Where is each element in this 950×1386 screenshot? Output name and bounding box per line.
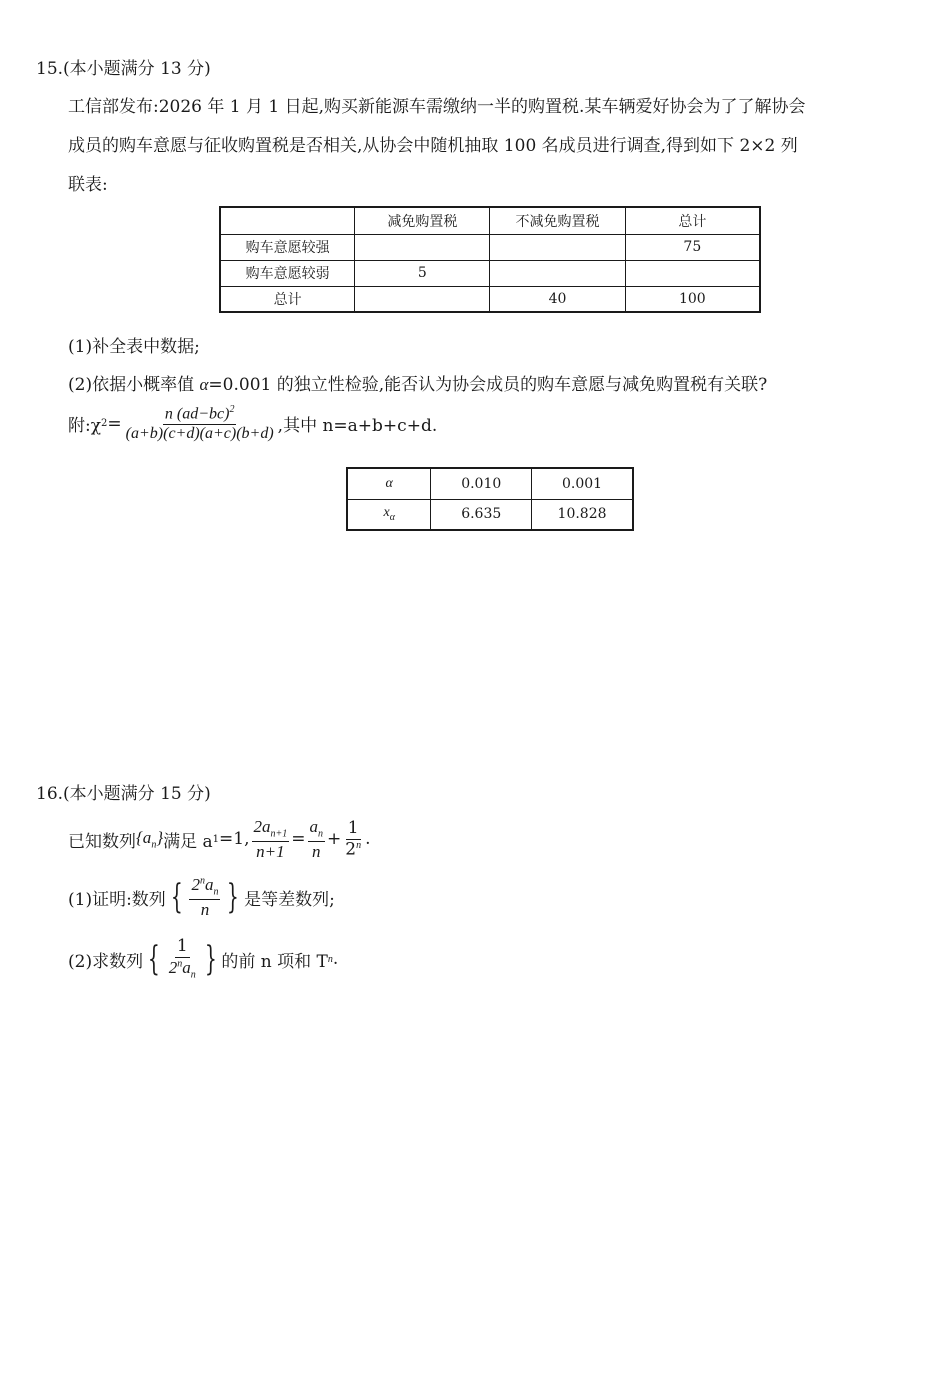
table-cell: α bbox=[347, 468, 431, 499]
table-row bbox=[347, 468, 633, 499]
table-cell: 100 bbox=[625, 286, 760, 312]
left-brace: { bbox=[170, 877, 183, 918]
table-cell: 总计 bbox=[220, 286, 355, 312]
table-cell: 0.001 bbox=[532, 468, 633, 499]
part1-den: n bbox=[200, 899, 210, 919]
right-brace: } bbox=[227, 877, 240, 918]
table-cell: 40 bbox=[490, 286, 625, 312]
part2-end: . bbox=[332, 949, 339, 970]
fraction-num bbox=[308, 818, 326, 842]
q15-header: 15.(本小题满分 13 分) bbox=[36, 59, 211, 79]
q15-intro-line3: 联表: bbox=[68, 175, 108, 195]
frac3-num: 1 bbox=[347, 817, 359, 838]
part1-num: 2 bbox=[191, 875, 200, 894]
table-cell: 不减免购置税 bbox=[490, 207, 625, 234]
q15-intro-line2: 成员的购车意愿与征收购置税是否相关,从协会中随机抽取 100 名成员进行调查,得到如下 2×2 列 bbox=[68, 136, 798, 156]
fraction-1-2n bbox=[343, 817, 363, 860]
formula-prefix: 附:χ bbox=[68, 416, 102, 437]
table-cell: 总计 bbox=[625, 207, 760, 234]
frac2-num-sub: n bbox=[318, 828, 324, 840]
frac1-num-sub: n+1 bbox=[270, 828, 288, 840]
fraction-num bbox=[252, 818, 290, 842]
frac2-num: a bbox=[309, 817, 319, 836]
alpha-symbol: α bbox=[199, 375, 209, 394]
part2-den: 2 bbox=[168, 957, 178, 977]
q16-given-text-a: 已知数列 bbox=[68, 831, 136, 852]
frac3-den: 2 bbox=[345, 839, 357, 860]
q16-given-text-b: 满足 a bbox=[163, 831, 213, 852]
table-cell bbox=[490, 260, 625, 286]
formula-numerator-sup: 2 bbox=[229, 404, 235, 415]
table-cell: 6.635 bbox=[431, 499, 532, 530]
seq-an bbox=[136, 828, 163, 850]
part1-num-b: a bbox=[204, 875, 214, 894]
q15-part2-text-a: (2)依据小概率值 bbox=[68, 375, 200, 395]
q16-part1-text-b: 是等差数列; bbox=[244, 889, 335, 910]
table-cell bbox=[490, 234, 625, 260]
part1-num-sub: n bbox=[213, 886, 219, 898]
q16-part1-text-a: (1)证明:数列 bbox=[68, 889, 166, 910]
x-label-sub: α bbox=[389, 512, 395, 524]
fraction-2nan-n bbox=[189, 876, 220, 919]
frac3-den-sup: n bbox=[356, 839, 362, 851]
contingency-table bbox=[219, 206, 761, 313]
chi-square-formula bbox=[68, 405, 437, 443]
table-cell bbox=[625, 260, 760, 286]
q16-given bbox=[68, 818, 371, 861]
table-cell: 减免购置税 bbox=[355, 207, 490, 234]
table-cell: 0.010 bbox=[431, 468, 532, 499]
q15-part1: (1)补全表中数据; bbox=[68, 337, 200, 357]
critical-value-table bbox=[346, 467, 634, 531]
q16-part2 bbox=[68, 938, 338, 981]
part2-den-sup: n bbox=[177, 958, 183, 970]
q15-part2-text-b: =0.001 的独立性检验,能否认为协会成员的购车意愿与减免购置税有关联? bbox=[208, 375, 768, 395]
formula-denominator: (a+b)(c+d)(a+c)(b+d) bbox=[125, 425, 274, 443]
table-cell: 75 bbox=[625, 234, 760, 260]
formula-equals: = bbox=[107, 413, 122, 434]
right-brace: } bbox=[204, 939, 217, 980]
table-cell: 购车意愿较弱 bbox=[220, 260, 355, 286]
q16-part2-text-b: 的前 n 项和 T bbox=[221, 951, 328, 972]
formula-suffix: ,其中 n=a+b+c+d. bbox=[277, 416, 438, 437]
part2-den-sub: n bbox=[190, 969, 196, 981]
x-label: x bbox=[383, 505, 390, 521]
plus-sign: + bbox=[327, 829, 342, 850]
q16-part2-text-a: (2)求数列 bbox=[68, 951, 144, 972]
q15-part2 bbox=[68, 370, 767, 395]
seq-an-text: {a bbox=[136, 828, 152, 848]
seq-an-sub: n bbox=[151, 839, 157, 851]
formula-numerator bbox=[163, 405, 237, 425]
table-cell bbox=[355, 234, 490, 260]
part2-den-b: a bbox=[182, 957, 191, 977]
table-row bbox=[220, 260, 760, 286]
formula-sup: 2 bbox=[101, 418, 108, 430]
period: . bbox=[365, 829, 371, 850]
part2-sub: n bbox=[327, 953, 333, 965]
formula-numerator-text: n (ad−bc) bbox=[164, 405, 230, 423]
q16-part1 bbox=[68, 876, 335, 919]
frac1-num: 2a bbox=[253, 817, 271, 836]
seq-an-end: } bbox=[156, 828, 164, 848]
table-row bbox=[347, 499, 633, 530]
q15-intro-line1: 工信部发布:2026 年 1 月 1 日起,购买新能源车需缴纳一半的购置税.某车辆爱好协会为了了解协会 bbox=[68, 97, 806, 117]
frac1-den: n+1 bbox=[256, 841, 285, 861]
fraction-num bbox=[189, 876, 220, 900]
formula-fraction bbox=[124, 405, 276, 443]
fraction-den bbox=[167, 958, 198, 981]
table-row bbox=[220, 286, 760, 312]
left-brace: { bbox=[147, 939, 160, 980]
table-cell bbox=[347, 499, 431, 530]
table-cell: 5 bbox=[355, 260, 490, 286]
table-cell: 购车意愿较强 bbox=[220, 234, 355, 260]
part1-num-sup: n bbox=[199, 875, 205, 887]
q16-header: 16.(本小题满分 15 分) bbox=[36, 784, 211, 804]
fraction-an-n bbox=[308, 818, 326, 861]
q16-given-text-c: =1, bbox=[219, 829, 250, 850]
table-row bbox=[220, 207, 760, 234]
table-row bbox=[220, 234, 760, 260]
a1-sub: 1 bbox=[212, 833, 220, 845]
table-cell: 10.828 bbox=[532, 499, 633, 530]
frac2-den: n bbox=[312, 841, 321, 861]
fraction-1-2nan bbox=[167, 938, 198, 981]
part2-num: 1 bbox=[176, 936, 188, 956]
fraction-den bbox=[343, 840, 363, 860]
equals-sign: = bbox=[291, 829, 306, 850]
table-cell bbox=[355, 286, 490, 312]
fraction-2an1 bbox=[252, 818, 290, 861]
table-cell bbox=[220, 207, 355, 234]
